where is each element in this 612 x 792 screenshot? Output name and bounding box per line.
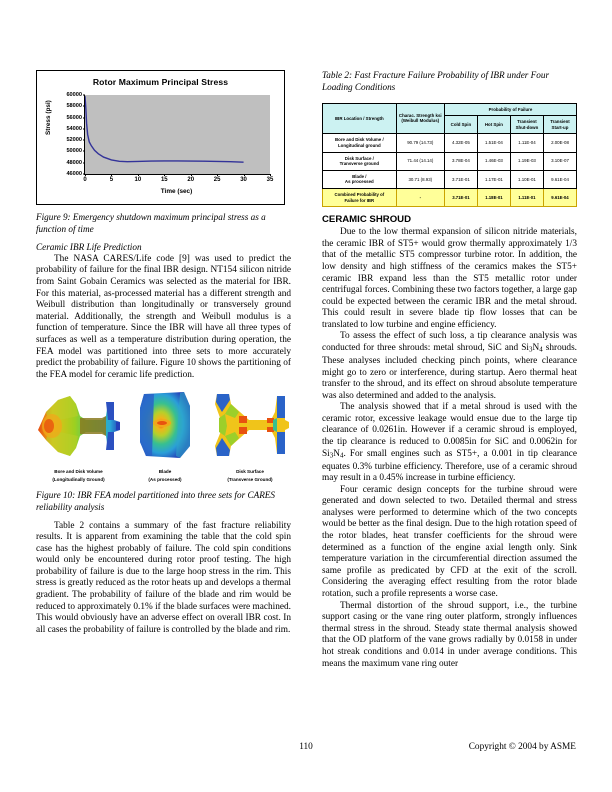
header-charac-strength [396, 103, 444, 134]
right-paragraph-4: Four ceramic design concepts for the turbine shroud were generated and down selected to two. Detailed thermal and stress analyses were performed to determine which of the two concepts would be better as the final design. Due to the high rotation speed of the rotor blades, heat transfer coefficients for the shroud were determined as a function of the engine axial length only. Sink temperature variation in the circumferential direction assumed the same profile as predicated by CFD at the exit of the scroll. Considering the averaging effect resulting from the rotor blade rotation, such a profile represents a worse case. [322, 484, 577, 600]
fea-contour-bore-disk [36, 390, 121, 462]
fea-panel-label: Disk Surface [236, 469, 264, 475]
right-paragraph-1: Due to the low thermal expansion of silicon nitride materials, the ceramic IBR of ST5+ would grow thermally approximately 1/3 that of the metallic ST5 compressor turbine rotor. In addition, the low density and high stiffness of the ceramics makes the ST5+ ceramic IBR expand less than the ST5 metallic rotor under centrifugal forces. Combining these two factors together, a large gap could be expected between the ceramic IBR and the metal shroud. This could result in severe blade tip flow losses that can be translated to low turbine and engine efficiency. [322, 227, 577, 330]
right-paragraph-3 [322, 402, 577, 484]
fea-panel-bore-disk-volume [36, 390, 121, 483]
page-number: 110 [299, 742, 313, 752]
right-column [322, 70, 577, 670]
fea-panel-sublabel: (Transverse Ground) [227, 477, 273, 483]
subheading-ceramic-ibr-life-prediction: Ceramic IBR Life Prediction [36, 242, 142, 253]
stress-curve [85, 95, 270, 174]
subscript-4: 4 [339, 450, 344, 459]
row-location-line-2: As processed [344, 179, 374, 185]
cell-transient-shutdown: 1.19E-03 [510, 152, 543, 170]
row-location [323, 188, 397, 206]
fea-panel-blade [134, 390, 196, 483]
cell-transient-shutdown: 1.11E-01 [510, 188, 543, 206]
cell-cold-spin: 3.71E-01 [444, 188, 477, 206]
cell-transient-startup: 9.61E-04 [543, 170, 576, 188]
table-2-title: Table 2: Fast Fracture Failure Probability of IBR under Four Loading Conditions [322, 70, 550, 92]
subscript-3: 3 [529, 345, 533, 354]
header-line-1: Transient [517, 119, 537, 125]
table-row-combined [323, 188, 577, 206]
header-line-2: (Weibull Modulus) [401, 118, 440, 124]
figure-10-caption: Figure 10: IBR FEA model partitioned into three sets for CARES reliability analysis [36, 490, 276, 512]
subscript-3: 3 [329, 450, 334, 459]
header-ibr-location: IBR Location / Strength [323, 103, 397, 134]
para-2-part-c: shrouds. These analyses included checking pinch points, where clearance might go to zero or interference, during startup. Aero thermal heat transfer to the shroud, and its effect on shroud absolute temperature was also determined and added to the analysis. [322, 343, 578, 401]
row-location-line-1: Bore and Disk Volume / [334, 137, 384, 143]
y-tick-label: 58000 [66, 103, 82, 110]
fea-panel-sublabel: (Longitudinally Ground) [52, 477, 105, 483]
right-paragraph-2 [322, 331, 577, 402]
table-row [323, 170, 577, 188]
x-tick-label: 30 [240, 177, 247, 183]
y-tick-label: 56000 [66, 114, 82, 121]
row-location-line-2: Longitudinal ground [337, 142, 381, 148]
header-cold-spin: Cold Spin [444, 116, 477, 134]
chart-plot-area [66, 92, 274, 183]
subscript-4: 4 [539, 345, 543, 354]
row-location [323, 134, 397, 152]
para-2-part-a: To assess the effect of such loss, a tip clearance analysis was conducted for three shrouds: metal shroud, SiC and Si [322, 331, 577, 354]
x-tick-label: 0 [83, 177, 87, 183]
cell-cold-spin: 4.32E-05 [444, 134, 477, 152]
chart-title: Rotor Maximum Principal Stress [92, 77, 229, 87]
para-3-part-a: The analysis showed that if a metal shroud is used with the ceramic rotor, excessive leakage would ensue due to the large tip clearance of 0.0261in. However if a ceramic shroud is employed, the tip clearance is reduced to 0.0085in for SiC and 0.0062in for Si [322, 402, 577, 459]
cell-hot-spin: 1.46E-03 [477, 152, 510, 170]
header-transient-shutdown [510, 116, 543, 134]
header-line-2: Start-up [551, 124, 569, 130]
para-3-part-c: . For small engines such as ST5+, a 0.001 in tip clearance equates 0.3% turbine efficiency. Therefore, use of a ceramic shroud may result in a 0.45% increase in turbine efficiency. [322, 448, 577, 484]
figure-10-panels [36, 388, 291, 483]
x-tick-label: 15 [160, 177, 168, 183]
cell-transient-shutdown: 1.10E-01 [510, 170, 543, 188]
row-location-line-1: Combined Probability of [334, 191, 385, 197]
cell-transient-startup: 2.00E-08 [543, 134, 576, 152]
row-location-line-2: Transverse ground [339, 161, 380, 167]
table-row [323, 152, 577, 170]
y-tick-label: 52000 [66, 137, 82, 144]
cell-transient-startup: 9.61E-04 [543, 188, 576, 206]
table-header-row-1 [323, 103, 577, 116]
x-tick-label: 5 [109, 177, 114, 183]
copyright-notice: Copyright © 2004 by ASME [468, 742, 576, 752]
cell-hot-spin: 1.18E-01 [477, 188, 510, 206]
y-tick-label: 50000 [66, 148, 82, 155]
section-heading-ceramic-shroud: CERAMIC SHROUD [322, 214, 412, 226]
chart-y-axis-label: Stress (psi) [45, 100, 52, 135]
row-location [323, 152, 397, 170]
fea-panel-label: Bore and Disk Volume [54, 469, 103, 475]
figure-9-chart [36, 70, 285, 205]
header-line-2: Shut-down [515, 124, 539, 130]
table-row [323, 134, 577, 152]
cell-strength: 90.79 (14.73) [396, 134, 444, 152]
row-location-line-1: Blade / [352, 173, 367, 179]
left-paragraph-1: The NASA CARES/Life code [9] was used to predict the probability of failure for the final IBR design. NT154 silicon nitride from Saint Gobain Ceramics was selected as the material for IBR. For this material, as-processed material has a different strength and Weibull distribution than longitudinally or transversely ground material. Additionally, the strength and Weibull modulus is a function of temperature. Since the IBR will have all three types of surfaces as well as a temperature distribution during operation, the FEA model was partitioned into three sets to more accurately predict the probability of failure. Figure 10 shows the partitioning of the FEA model for ceramic life prediction. [36, 253, 291, 380]
y-tick-label: 46000 [66, 171, 82, 177]
table-2 [322, 103, 577, 208]
header-hot-spin: Hot Spin [477, 116, 510, 134]
figure-9-caption: Figure 9: Emergency shutdown maximum principal stress as a function of time [36, 212, 266, 234]
cell-strength: 71.44 (14.14) [396, 152, 444, 170]
fea-contour-blade [134, 390, 196, 462]
fea-panel-label: Blade [158, 469, 172, 475]
cell-cold-spin: 3.71E-01 [444, 170, 477, 188]
cell-hot-spin: 1.17E-01 [477, 170, 510, 188]
cell-strength: - [396, 188, 444, 206]
x-tick-label: 10 [134, 177, 142, 183]
header-line-1: Charac. Strength ksi [398, 112, 442, 118]
cell-hot-spin: 1.51E-04 [477, 134, 510, 152]
left-column [36, 70, 291, 636]
y-tick-label: 48000 [66, 159, 82, 166]
header-line-1: Transient [550, 119, 570, 125]
cell-transient-shutdown: 1.11E-04 [510, 134, 543, 152]
row-location-line-2: Failure for IBR [344, 197, 375, 203]
x-tick-label: 35 [266, 177, 274, 183]
row-location-line-1: Disk Surface / [344, 155, 374, 161]
header-probability-of-failure: Probability of Failure [444, 103, 576, 116]
fea-contour-disk-surface [209, 390, 291, 462]
para-3-part-b: N [333, 448, 340, 459]
fea-panel-disk-surface [209, 390, 291, 483]
cell-transient-startup: 3.10E-07 [543, 152, 576, 170]
left-paragraph-2: Table 2 contains a summary of the fast fracture reliability results. It is apparent from examining the table that the cold spin case has the highest probably of failure. The cold spin conditions would only be encountered during rotor proof testing. The high probability of failure is due to the large hoop stress in the rim. This stress is greatly reduced as the rotor heats up and develops a thermal gradient. The probability of failure of the blade and rim would be reduced to approximately 0.1% if the blade surfaces were machined. This would obviously have an adverse effect on overall IBR cost. In all cases the probability of failure is controlled by the blade and rim. [36, 520, 291, 635]
x-tick-label: 25 [213, 177, 221, 183]
cell-cold-spin: 3.78E-04 [444, 152, 477, 170]
cell-strength: 30.71 (8.93) [396, 170, 444, 188]
y-tick-label: 60000 [66, 92, 82, 98]
row-location [323, 170, 397, 188]
fea-panel-sublabel: (As processed) [148, 477, 182, 483]
para-2-part-b: N [532, 343, 540, 354]
header-transient-startup [543, 116, 576, 134]
chart-x-axis-label: Time (sec) [160, 188, 193, 195]
right-paragraph-5: Thermal distortion of the shroud support, i.e., the turbine support casing or the vane ring outer platform, strongly influences thermal stress in the shroud. Steady state thermal analysis showed that the OD platform of the vane grows radially by 0.0158 in under hot streak conditions and 0.014 in under average conditions. This means the maximum vane ring outer [322, 600, 577, 669]
x-tick-label: 20 [187, 177, 195, 183]
y-tick-label: 54000 [66, 125, 82, 132]
